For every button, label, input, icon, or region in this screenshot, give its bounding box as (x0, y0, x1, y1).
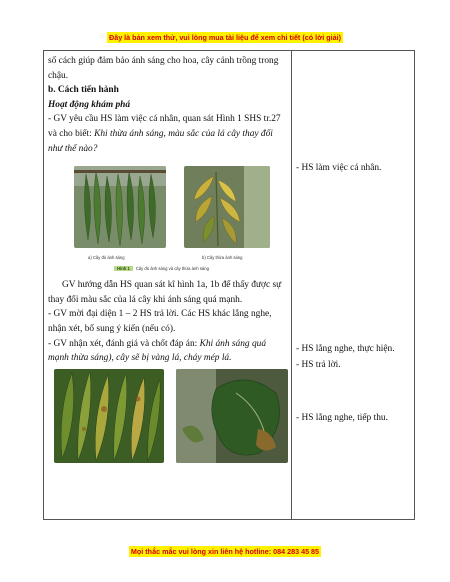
caption-b: b) Cây thừa ánh sáng (202, 255, 243, 261)
hotline-banner (0, 547, 450, 556)
student-response-4: - HS lắng nghe, tiếp thu. (296, 413, 388, 423)
hotline-banner-text: Mọi thắc mắc vui lòng xin liên hệ hotline: 084 283 45 85 (130, 547, 320, 556)
task-paragraph (48, 112, 288, 156)
guidance-paragraph: GV hướng dẫn HS quan sát kĩ hình 1a, 1b để thấy được sự thay đổi màu sắc của lá cây khi ánh sáng quá mạnh. (48, 280, 282, 305)
extra-photos (48, 369, 288, 465)
task-question: Khi thừa ánh sáng, màu sắc của lá cây thay đổi như thế nào? (48, 128, 273, 154)
lesson-table (43, 50, 415, 520)
conclusion-answer: Khi ánh sáng quá mạnh thừa sáng), cây sẽ bị vàng lá, cháy mép lá. (48, 338, 267, 364)
preview-banner (0, 33, 450, 42)
photo-plant-enough-light (74, 166, 166, 248)
caption-a: a) Cây đủ ánh sáng (88, 255, 125, 261)
conclusion-text: - GV nhận xét, đánh giá và chốt đáp án: (48, 338, 200, 349)
activity-subheading: Hoạt động khám phá (48, 99, 131, 110)
preview-banner-text: Đây là bản xem thử, vui lòng mua tài liệu để xem chi tiết (có lời giải) (109, 33, 341, 42)
figure-caption (114, 262, 209, 277)
intro-paragraph: số cách giúp đảm bảo ánh sáng cho hoa, cây cảnh trồng trong chậu. (48, 56, 279, 81)
student-response-1: - HS làm việc cá nhân. (296, 163, 382, 173)
figure-tag: Hình 1 (114, 266, 133, 271)
section-heading: b. Cách tiến hành (48, 85, 119, 96)
student-response-2: - HS lắng nghe, thực hiện. (296, 344, 395, 354)
photo-yellowed-leaves (54, 369, 164, 463)
response-paragraph: - GV mời đại diện 1 – 2 HS trả lời. Các HS khác lắng nghe, nhận xét, bổ sung ý kiến (nếu có). (48, 309, 272, 334)
task-text: - GV yêu cầu HS làm việc cá nhân, quan sát Hình 1 SHS tr.27 và cho biết: (48, 114, 281, 139)
figure-caption-text: Cây đủ ánh sáng và cây thừa ánh sáng (135, 266, 209, 272)
teacher-activities-column (48, 54, 288, 465)
student-response-3: - HS trả lời. (296, 360, 341, 370)
figure-1 (48, 156, 288, 278)
photo-scorched-leaf (176, 369, 288, 463)
photo-plant-excess-light (184, 166, 270, 248)
column-divider (291, 51, 292, 519)
conclusion-paragraph (48, 337, 288, 366)
